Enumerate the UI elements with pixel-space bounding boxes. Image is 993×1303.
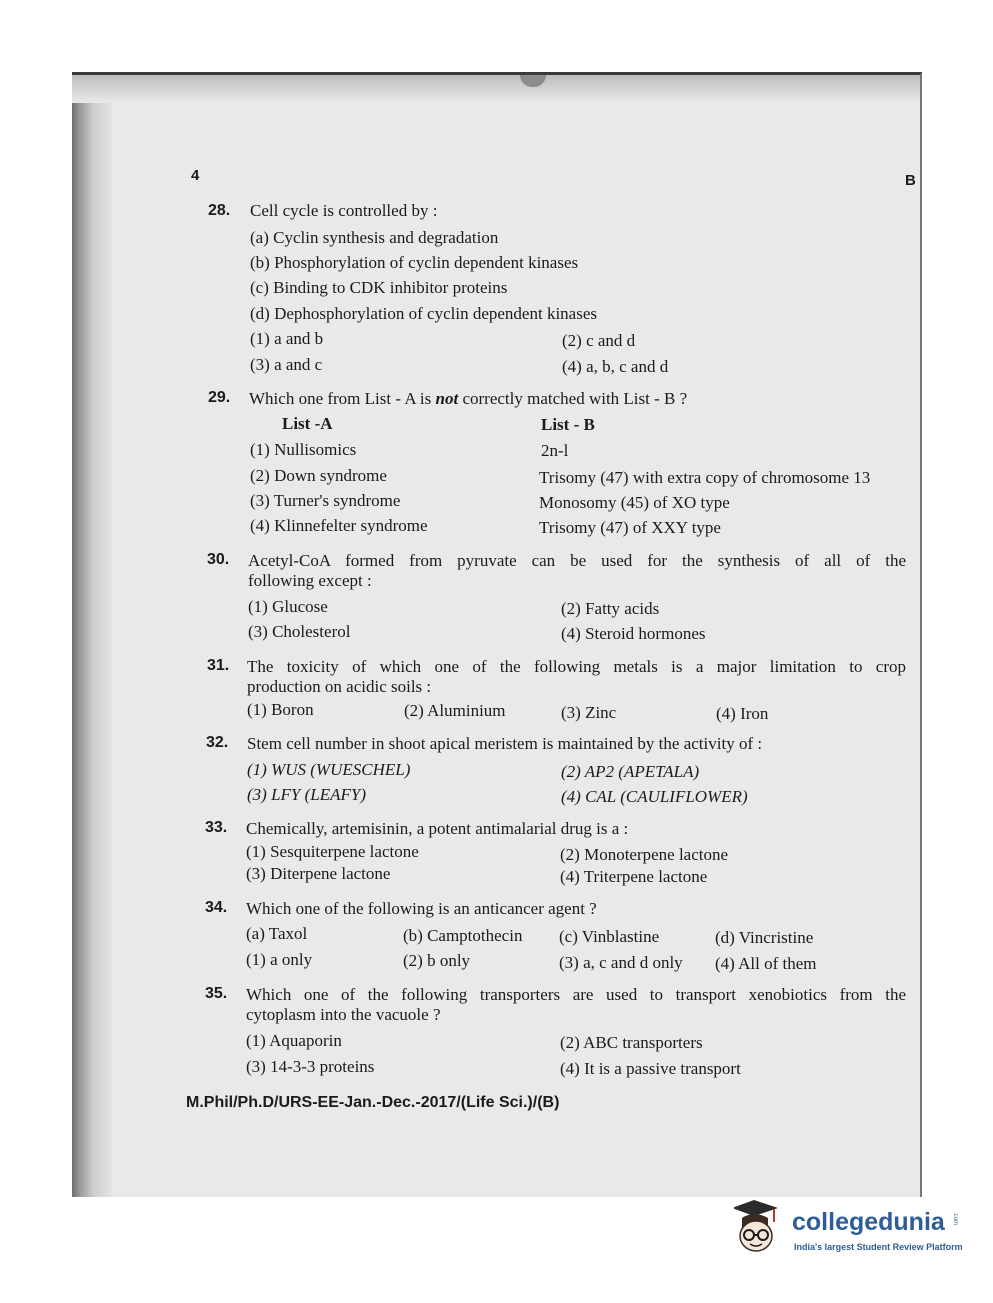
list-b-item: Trisomy (47) of XXY type (539, 518, 721, 537)
option: (2) Monoterpene lactone (560, 845, 729, 864)
option: (3) LFY (LEAFY) (247, 785, 366, 804)
option: (1) a and b (250, 329, 324, 348)
question-text-continued: cytoplasm into the vacuole ? (246, 1005, 441, 1024)
question-number: 32. (206, 734, 229, 751)
question-text: The toxicity of which one of the following metals is a major limitation to crop (247, 657, 906, 676)
logo-wordmark: collegedunia (792, 1208, 945, 1236)
option: (4) It is a passive transport (560, 1059, 741, 1078)
statement: (c) Vinblastine (559, 927, 660, 946)
question-text: Acetyl-CoA formed from pyruvate can be used for the synthesis of all of the (248, 551, 906, 570)
question-number: 28. (208, 202, 231, 219)
mascot-icon (734, 1198, 790, 1256)
option: (1) Aquaporin (246, 1031, 342, 1050)
option: (2) AP2 (APETALA) (561, 762, 700, 781)
question-number: 30. (207, 551, 230, 568)
option: (4) CAL (CAULIFLOWER) (561, 787, 748, 806)
statement: (a) Taxol (246, 924, 308, 943)
option: (1) Boron (247, 700, 314, 719)
collegedunia-logo[interactable] (734, 1198, 964, 1258)
question-text-continued: following except : (248, 571, 372, 590)
option: (4) Steroid hormones (561, 624, 706, 643)
question-number: 34. (205, 899, 228, 916)
page-edge-shadow (72, 75, 112, 1197)
question-text: Cell cycle is controlled by : (250, 201, 438, 220)
statement: (d) Dephosphorylation of cyclin dependent kinases (250, 304, 597, 323)
question-text: Which one of the following is an anticancer agent ? (246, 899, 597, 918)
list-a-item: (1) Nullisomics (250, 440, 357, 459)
statement: (c) Binding to CDK inhibitor proteins (250, 278, 508, 297)
option: (3) Cholesterol (248, 622, 351, 641)
list-a-item: (2) Down syndrome (250, 466, 387, 485)
list-b-item: Monosomy (45) of XO type (539, 493, 730, 512)
booklet-set: B (905, 172, 916, 189)
option: (4) a, b, c and d (562, 357, 669, 376)
option: (1) Sesquiterpene lactone (246, 842, 419, 861)
option: (2) ABC transporters (560, 1033, 703, 1052)
list-b-item: 2n-l (541, 441, 569, 460)
option: (3) a, c and d only (559, 953, 683, 972)
list-a-item: (3) Turner's syndrome (250, 491, 401, 510)
list-b-item: Trisomy (47) with extra copy of chromosome 13 (539, 468, 871, 487)
question-text: Stem cell number in shoot apical meristem is maintained by the activity of : (247, 734, 763, 753)
option: (1) WUS (WUESCHEL) (247, 760, 411, 779)
option: (1) Glucose (248, 597, 328, 616)
page-number: 4 (191, 167, 200, 184)
question-number: 33. (205, 819, 228, 836)
question-number: 29. (208, 389, 231, 406)
option: (3) Diterpene lactone (246, 864, 391, 883)
option: (4) Iron (716, 704, 769, 723)
list-b-heading: List - B (541, 415, 595, 434)
option: (2) Fatty acids (561, 599, 660, 618)
option: (2) c and d (562, 331, 636, 350)
option: (3) a and c (250, 355, 323, 374)
question-text-continued: production on acidic soils : (247, 677, 432, 696)
question-number: 31. (207, 657, 230, 674)
option: (4) Triterpene lactone (560, 867, 708, 886)
list-a-heading: List -A (282, 414, 333, 433)
page-top-shadow (72, 75, 920, 103)
logo-domain-suffix: .com (952, 1212, 958, 1226)
statement: (a) Cyclin synthesis and degradation (250, 228, 499, 247)
option: (4) All of them (715, 954, 817, 973)
statement: (b) Camptothecin (403, 926, 523, 945)
statement: (d) Vincristine (715, 928, 814, 947)
option: (2) b only (403, 951, 471, 970)
list-a-item: (4) Klinnefelter syndrome (250, 516, 428, 535)
question-text: Which one of the following transporters are used to transport xenobiotics from the (246, 985, 906, 1004)
option: (3) Zinc (561, 703, 617, 722)
logo-tagline: India's largest Student Review Platform (794, 1242, 963, 1252)
question-number: 35. (205, 985, 228, 1002)
question-text: Chemically, artemisinin, a potent antimalarial drug is a : (246, 819, 629, 838)
question-text: Which one from List - A is not correctly matched with List - B ? (249, 389, 688, 408)
paper-code-footer: M.Phil/Ph.D/URS-EE-Jan.-Dec.-2017/(Life Sci.)/(B) (186, 1094, 560, 1111)
statement: (b) Phosphorylation of cyclin dependent kinases (250, 253, 579, 272)
option: (1) a only (246, 950, 313, 969)
option: (2) Aluminium (404, 701, 506, 720)
option: (3) 14-3-3 proteins (246, 1057, 375, 1076)
